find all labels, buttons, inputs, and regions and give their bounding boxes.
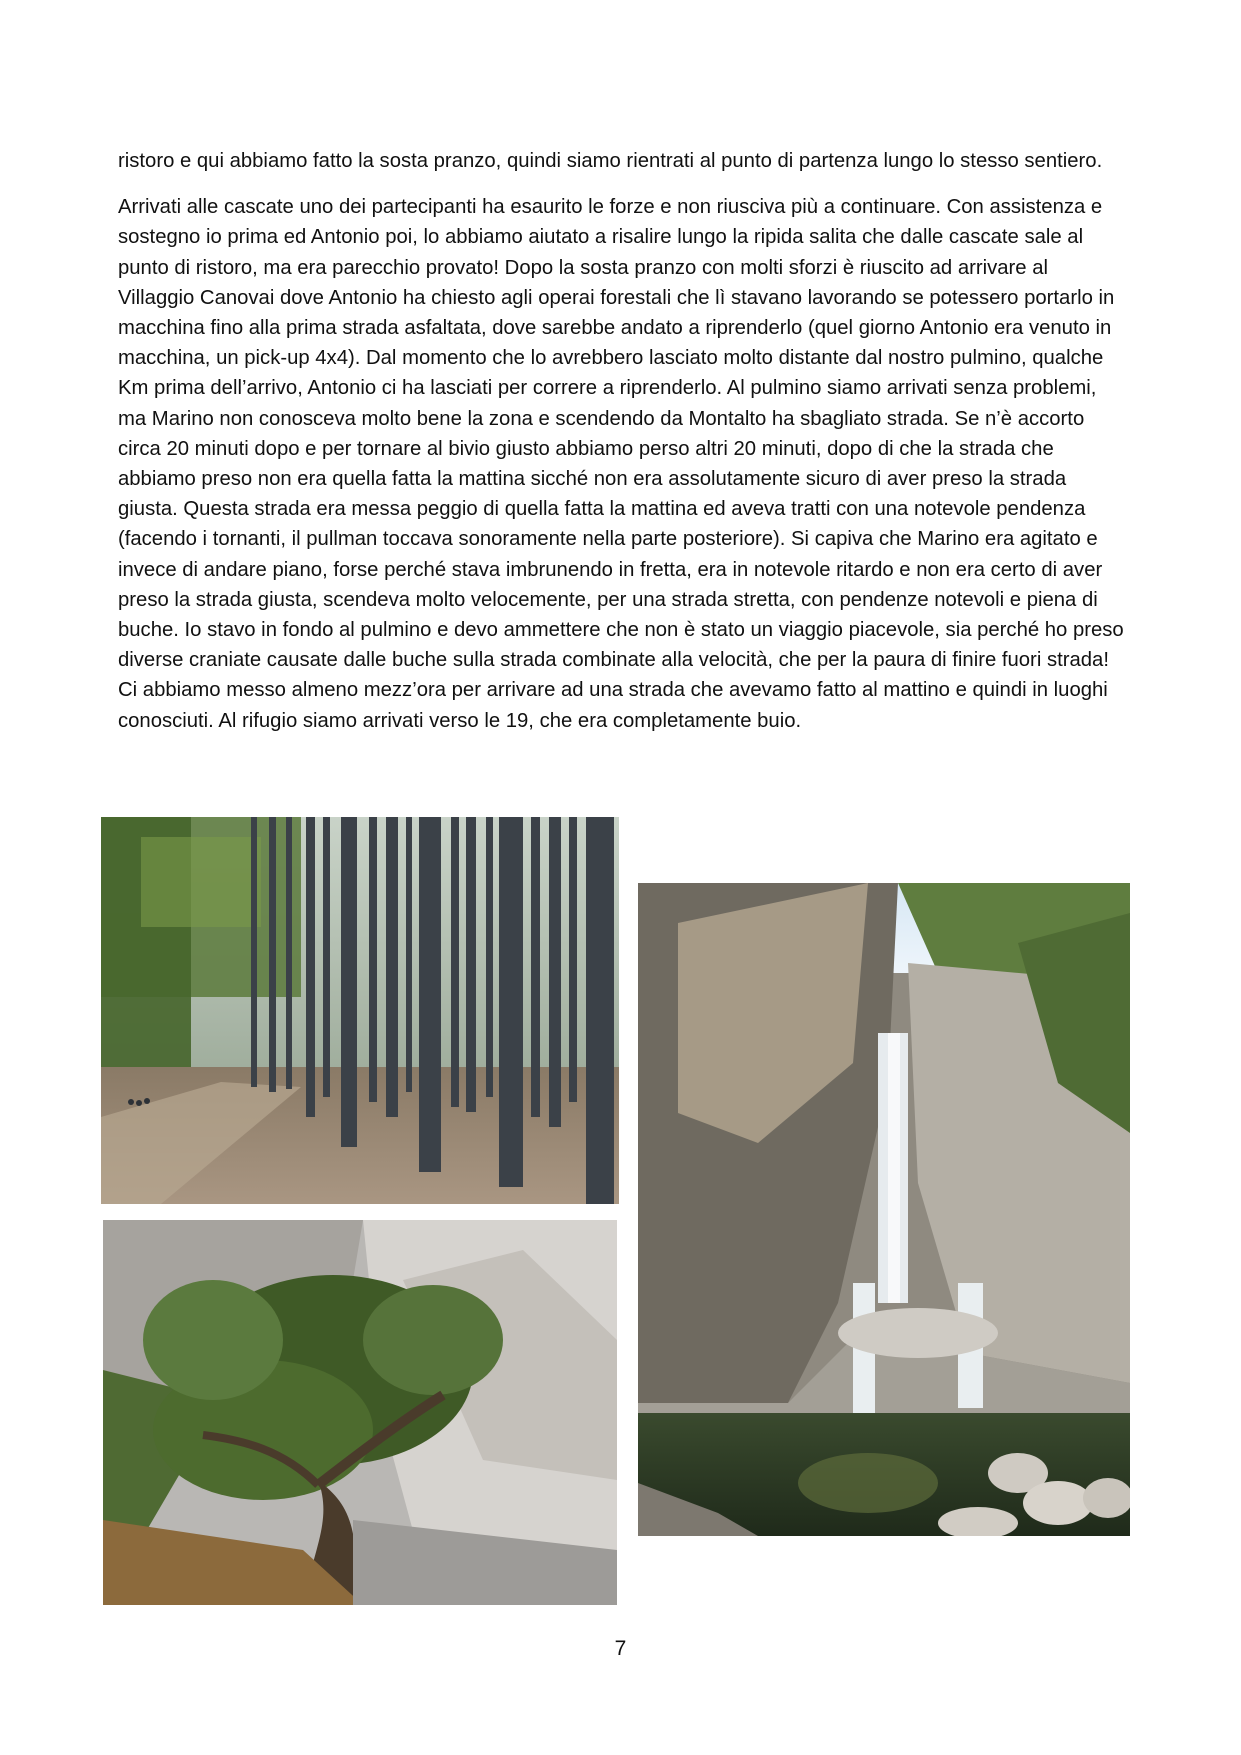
photo-old-tree: [103, 1220, 617, 1605]
photo-pine-forest: [101, 817, 619, 1204]
body-text: [118, 146, 1128, 752]
paragraph-2: Arrivati alle cascate uno dei partecipanti ha esaurito le forze e non riusciva più a continuare. Con assistenza e sostegno io prima ed Antonio poi, lo abbiamo aiutato a risalire lungo la ripida salita che dalle cascate sale al punto di ristoro, ma era parecchio provato! Dopo la sosta pranzo con molti sforzi è riuscito ad arrivare al Villaggio Canovai dove Antonio ha chiesto agli operai forestali che lì stavano lavorando se potessero portarlo in macchina fino alla prima strada asfaltata, dove sarebbe andato a riprenderlo (quel giorno Antonio era venuto in macchina, un pick-up 4x4). Dal momento che lo avrebbero lasciato molto distante dal nostro pulmino, qualche Km prima dell’arrivo, Antonio ci ha lasciati per correre a riprenderlo. Al pulmino siamo arrivati senza problemi, ma Marino non conosceva molto bene la zona e scendendo da Montalto ha sbagliato strada. Se n’è accorto circa 20 minuti dopo e per tornare al bivio giusto abbiamo perso altri 20 minuti, dopo di che la strada che abbiamo preso non era quella fatta la mattina sicché non era assolutamente sicuro di aver preso la strada giusta. Questa strada era messa peggio di quella fatta la mattina ed aveva tratti con una notevole pendenza (facendo i tornanti, il pullman toccava sonoramente nella parte posteriore). Si capiva che Marino era agitato e invece di andare piano, forse perché stava imbrunendo in fretta, era in notevole ritardo e non era certo di aver preso la strada giusta, scendeva molto velocemente, per una strada stretta, con pendenze notevoli e piena di buche. Io stavo in fondo al pulmino e devo ammettere che non è stato un viaggio piacevole, sia perché ho preso diverse craniate causate dalle buche sulla strada combinate alla velocità, che per la paura di finire fuori strada! Ci abbiamo messo almeno mezz’ora per arrivare ad una strada che avevamo fatto al mattino e quindi in luoghi conosciuti. Al rifugio siamo arrivati verso le 19, che era completamente buio.: [118, 196, 1124, 732]
paragraph-1: ristoro e qui abbiamo fatto la sosta pranzo, quindi siamo rientrati al punto di partenza lungo lo stesso sentiero.: [118, 150, 1103, 172]
photo-waterfall: [638, 883, 1130, 1536]
page-number: 7: [614, 1637, 627, 1660]
